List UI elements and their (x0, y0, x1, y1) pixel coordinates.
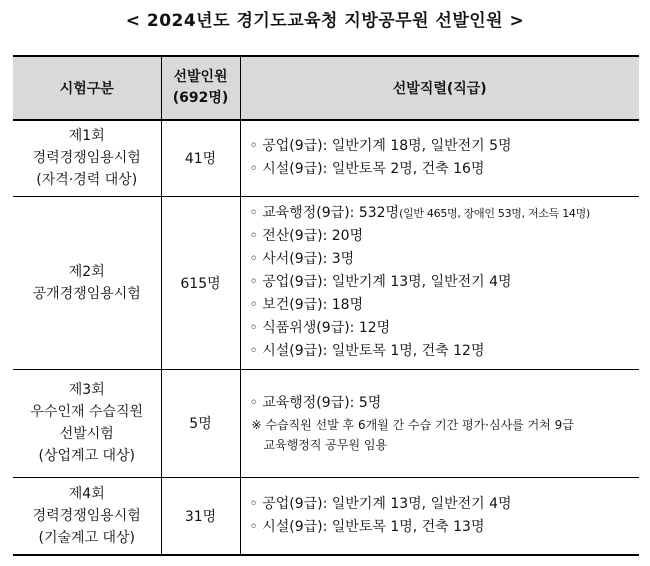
table-row (13, 369, 639, 477)
exam-type-cell (13, 196, 161, 369)
position-main: ◦ 교육행정(9급): 532명 (249, 205, 400, 221)
exam-round: 제2회 (68, 263, 105, 280)
count-cell: 41명 (161, 120, 240, 196)
header-count (161, 56, 240, 120)
positions-cell (240, 120, 639, 196)
table-row (13, 477, 639, 555)
header-count-total: (692명) (172, 90, 229, 106)
exam-round: 제1회 (68, 128, 105, 145)
position-line: ◦ 시설(9급): 일반토목 1명, 건축 13명 (249, 518, 485, 535)
header-exam-type: 시험구분 (13, 56, 161, 120)
position-line: ◦ 공업(9급): 일반기계 18명, 일반전기 5명 (249, 138, 512, 155)
position-line: ◦ 전산(9급): 20명 (249, 228, 364, 244)
count-cell: 5명 (161, 369, 240, 477)
exam-target: (자격·경력 대상) (36, 172, 138, 189)
position-line: ◦ 식품위생(9급): 12명 (249, 320, 391, 336)
table-row (13, 196, 639, 369)
header-positions: 선발직렬(직급) (240, 56, 639, 120)
position-line: ◦ 사서(9급): 3명 (249, 251, 355, 267)
exam-target: (기술계고 대상) (38, 529, 136, 546)
position-breakdown: (일반 465명, 장애인 53명, 저소득 14명) (399, 207, 590, 220)
exam-name: 우수인재 수습직원 (30, 404, 144, 420)
exam-target: (상업계고 대상) (38, 448, 136, 464)
table-header-row (13, 56, 639, 120)
exam-type-cell (13, 120, 161, 196)
positions-cell (240, 477, 639, 555)
exam-name-cont: 선발시험 (59, 426, 114, 442)
exam-type-cell (13, 369, 161, 477)
exam-name: 경력경쟁임용시험 (32, 507, 141, 524)
count-cell: 31명 (161, 477, 240, 555)
exam-round: 제4회 (68, 485, 105, 502)
exam-type-cell (13, 477, 161, 555)
header-count-label: 선발인원 (173, 69, 228, 85)
count-cell: 615명 (161, 196, 240, 369)
position-line (250, 202, 640, 225)
position-line: ◦ 보건(9급): 18명 (249, 297, 364, 313)
exam-name: 공개경쟁임용시험 (32, 285, 141, 302)
table-row (13, 120, 639, 196)
position-line: ◦ 공업(9급): 일반기계 13명, 일반전기 4명 (249, 495, 512, 512)
note-line: 교육행정직 공무원 임용 (263, 437, 388, 452)
positions-cell (240, 369, 639, 477)
exam-round: 제3회 (68, 382, 105, 398)
position-line: ◦ 교육행정(9급): 5명 (249, 394, 382, 411)
page-title: < 2024년도 경기도교육청 지방공무원 선발인원 > (125, 11, 525, 31)
position-line: ◦ 시설(9급): 일반토목 2명, 건축 16명 (249, 161, 485, 178)
position-line: ◦ 시설(9급): 일반토목 1명, 건축 12명 (249, 343, 485, 359)
exam-name: 경력경쟁임용시험 (32, 150, 141, 167)
position-line: ◦ 공업(9급): 일반기계 13명, 일반전기 4명 (249, 274, 512, 290)
note-line: ※ 수습직원 선발 후 6개월 간 수습 기간 평가·심사를 거쳐 9급 (251, 417, 574, 432)
positions-cell (240, 196, 639, 369)
selection-table (13, 55, 639, 556)
